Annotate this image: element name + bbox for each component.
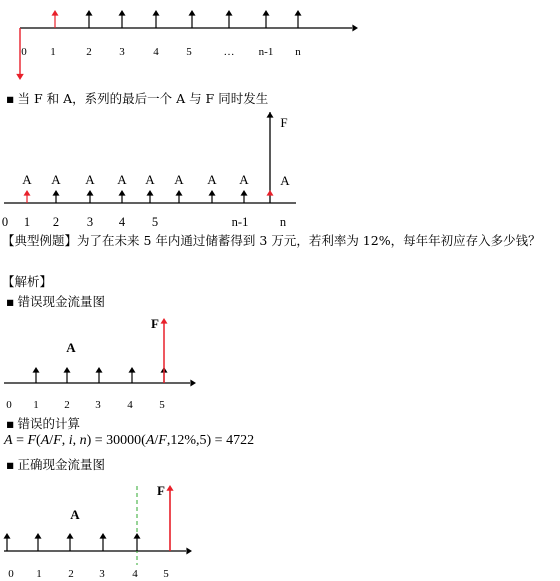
tick-label: 3	[86, 215, 94, 229]
formula-part: (	[36, 433, 41, 448]
formula-part: n	[79, 433, 87, 448]
tick-label: 4	[127, 399, 133, 411]
annuity-label: A	[239, 172, 249, 187]
axis-arrow	[186, 548, 192, 555]
tick-label: 4	[153, 46, 159, 58]
future-value-arrow-head	[166, 485, 173, 491]
tick-label: 1	[50, 46, 56, 58]
annuity-label: A	[70, 507, 80, 522]
future-value-label: F	[157, 483, 165, 498]
tick-label: 0	[6, 399, 12, 411]
tick-label: 5	[159, 399, 165, 411]
formula-part: ) = 30000(	[86, 433, 146, 448]
annuity-arrow-head	[100, 533, 107, 539]
tick-label: 3	[95, 399, 101, 411]
tick-label: 2	[68, 568, 74, 580]
example-heading: 【典型例题】	[2, 233, 78, 248]
tick-label: 4	[118, 215, 126, 229]
bullet-icon: ▪	[6, 91, 15, 106]
tick-label: 1	[23, 215, 31, 229]
annuity-label: A	[85, 172, 95, 187]
future-value-label: F	[280, 115, 288, 130]
tick-label: 2	[64, 399, 70, 411]
formula-part: =	[12, 433, 28, 448]
tick-label: 1	[36, 568, 42, 580]
bullet-icon: ▪	[6, 416, 15, 431]
formula-part: i	[68, 433, 73, 448]
tick-label: 1	[33, 399, 39, 411]
formula-part: ,	[72, 433, 80, 448]
annuity-label-final: A	[280, 173, 290, 188]
annuity-label: A	[174, 172, 184, 187]
bullet-icon: ▪	[6, 294, 15, 309]
tick-label: …	[223, 46, 235, 58]
tick-label: 2	[52, 215, 60, 229]
annuity-arrow-head	[35, 533, 42, 539]
formula-part: F	[158, 433, 167, 448]
tick-label: 2	[86, 46, 92, 58]
tick-label: 5	[151, 215, 159, 229]
formula-part: A	[40, 433, 50, 448]
tick-label: 5	[163, 568, 169, 580]
formula-part: F	[27, 433, 37, 448]
annuity-label: A	[51, 172, 61, 187]
tick-label: 0	[21, 46, 27, 58]
formula-part: ,12%,5) = 4722	[166, 433, 255, 448]
future-value-label: F	[151, 316, 159, 331]
analysis-heading: 【解析】	[2, 274, 53, 289]
tick-label: n-1	[258, 46, 274, 58]
formula-part: A	[145, 433, 155, 448]
annuity-label: A	[145, 172, 155, 187]
example-text: 为了在未来 5 年内通过储蓄得到 3 万元，若利率为 12%，每年年初应存入多少钱？	[77, 233, 541, 248]
formula-part: /	[154, 433, 159, 448]
wrong-calc-title: 错误的计算	[17, 416, 80, 431]
note-text: 当 F 和 A，系列的最后一个 A 与 F 同时发生	[17, 91, 269, 106]
annuity-label: A	[117, 172, 127, 187]
tick-label: n	[295, 46, 301, 58]
tick-label: 0	[1, 215, 9, 229]
tick-label: 5	[186, 46, 192, 58]
tick-label: 4	[132, 568, 138, 580]
annuity-arrow-head	[4, 533, 11, 539]
formula-part: /	[49, 433, 54, 448]
tick-label: 0	[8, 568, 14, 580]
tick-label: n-1	[231, 215, 249, 229]
formula-part: A	[4, 433, 13, 448]
annuity-label: A	[207, 172, 217, 187]
formula-part: F	[53, 433, 62, 448]
formula-part: ,	[61, 433, 69, 448]
annuity-arrow-head	[67, 533, 74, 539]
tick-label: 3	[119, 46, 125, 58]
annuity-arrow-head	[134, 533, 141, 539]
tick-label: n	[279, 215, 287, 229]
bullet-icon: ▪	[6, 457, 15, 472]
wrong-chart-title: 错误现金流量图	[17, 294, 105, 309]
annuity-label: A	[66, 340, 76, 355]
tick-label: 3	[99, 568, 105, 580]
right-chart-title: 正确现金流量图	[17, 457, 105, 472]
annuity-label: A	[22, 172, 32, 187]
